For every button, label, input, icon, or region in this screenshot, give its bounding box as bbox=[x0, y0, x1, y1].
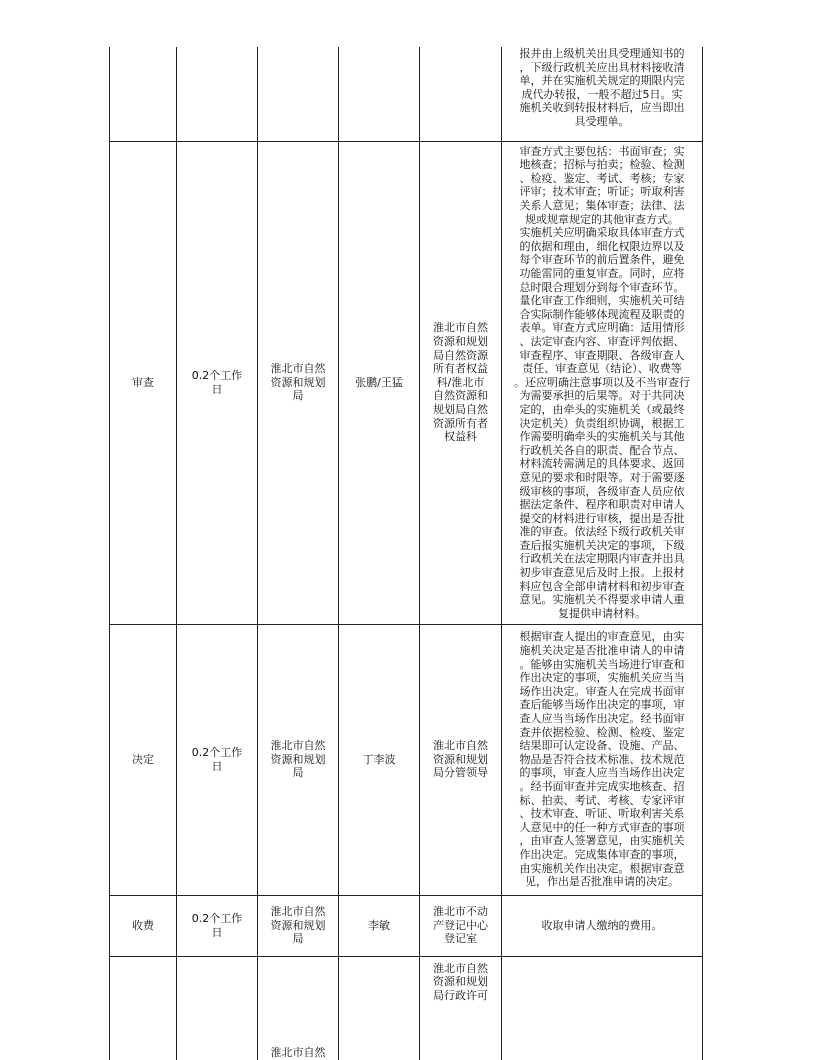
org-text bbox=[423, 739, 498, 780]
stage-cell bbox=[110, 47, 177, 141]
person-cell bbox=[339, 47, 420, 141]
text-line: 的依据和理由，细化权限边界以及 bbox=[519, 239, 685, 253]
stage-cell: 收费 bbox=[110, 895, 177, 956]
text-line: 由实施机关作出决定。根据审查意 bbox=[519, 861, 685, 875]
text-line: 、法定审查内容、审查评判依据、 bbox=[519, 334, 685, 348]
text-line: 淮北市自然 bbox=[433, 321, 488, 335]
text-line: 0.2个工作 bbox=[191, 745, 243, 759]
text-line: 评审；技术审查；听证；听取利害 bbox=[519, 185, 685, 199]
unit-cell bbox=[258, 895, 339, 956]
unit-text bbox=[261, 905, 335, 946]
org-text bbox=[423, 962, 498, 1003]
text-line: 作出决定的事项，实施机关应当当 bbox=[519, 671, 685, 685]
text-line: 意见。实施机关不得要求申请人重 bbox=[519, 593, 685, 607]
text-line: 资源和规划 bbox=[270, 375, 326, 389]
text-line: 局自然资源 bbox=[433, 348, 488, 362]
text-line: 场作出决定。审查人在完成书面审 bbox=[519, 684, 685, 698]
text-line: 复提供申请材料。 bbox=[558, 606, 646, 620]
text-line: 局 bbox=[292, 932, 304, 946]
text-line: 料应包含全部申请材料和初步审查 bbox=[519, 579, 685, 593]
text-line: 查后报实施机关决定的事项，下级 bbox=[519, 538, 685, 552]
org-text bbox=[423, 905, 498, 946]
text-line: 人意见中的任一种方式审查的事项 bbox=[519, 820, 685, 834]
person-cell bbox=[339, 956, 420, 1060]
time-cell bbox=[177, 895, 258, 956]
text-line: 审查程序、审查期限、各级审查人 bbox=[519, 348, 685, 362]
approval-process-table bbox=[109, 47, 703, 1060]
text-line: 登记室 bbox=[444, 932, 477, 946]
table-row bbox=[110, 141, 703, 624]
text-line: 、技术审查、听证、听取利害关系 bbox=[519, 807, 685, 821]
text-line: 权益科 bbox=[444, 430, 477, 444]
org-cell bbox=[420, 141, 502, 624]
text-line: 收取申请人缴纳的费用。 bbox=[541, 918, 663, 932]
text-line: 0.2个工作 bbox=[191, 911, 243, 925]
org-cell bbox=[420, 47, 502, 141]
unit-text bbox=[261, 1046, 335, 1060]
description-cell bbox=[502, 956, 703, 1060]
text-line: 。经书面审查并完成实地核查、招 bbox=[519, 779, 685, 793]
text-line: 淮北市自然 bbox=[270, 1046, 326, 1060]
unit-text bbox=[261, 362, 335, 403]
description-cell bbox=[502, 624, 703, 895]
text-line: 资源和规划 bbox=[270, 752, 326, 766]
text-line: 淮北市自然 bbox=[270, 362, 326, 376]
time-cell bbox=[177, 141, 258, 624]
text-line: 据法定条件、程序和职责对申请人 bbox=[519, 498, 685, 512]
text-line: 根据审查人提出的审查意见，由实 bbox=[519, 630, 685, 644]
text-line: ，由审查人签署意见，由实施机关 bbox=[519, 834, 685, 848]
text-line: 结果即可认定设备、设施、产品、 bbox=[519, 739, 685, 753]
text-line: 资源和规划 bbox=[433, 975, 488, 989]
text-line: 总时限合理划分到每个审查环节。 bbox=[519, 280, 685, 294]
table-row bbox=[110, 47, 703, 141]
table-row bbox=[110, 895, 703, 956]
text-line: 功能雷同的重复审查。同时，应将 bbox=[519, 267, 685, 281]
text-line: 日 bbox=[211, 382, 223, 396]
text-line: 关系人意见；集体审查；法律、法 bbox=[519, 199, 685, 213]
text-line: 产登记中心 bbox=[433, 918, 488, 932]
description-text bbox=[506, 145, 698, 621]
text-line: 的事项，审查人应当当场作出决定 bbox=[519, 766, 685, 780]
text-line: 查并依据检验、检测、检疫、鉴定 bbox=[519, 725, 685, 739]
text-line: 0.2个工作 bbox=[191, 368, 243, 382]
text-line: 规划局自然 bbox=[433, 402, 488, 416]
unit-cell bbox=[258, 624, 339, 895]
text-line: 、检疫、鉴定、考试、考核；专家 bbox=[519, 171, 685, 185]
text-line: 资源和规划 bbox=[433, 334, 488, 348]
time-text bbox=[180, 369, 254, 396]
description-cell bbox=[502, 47, 703, 141]
text-line: 作出决定。完成集体审查的事项， bbox=[519, 847, 685, 861]
stage-cell: 决定 bbox=[110, 624, 177, 895]
text-line: 行政机关在法定期限内审查并出具 bbox=[519, 552, 685, 566]
text-line: 成代办转报，一般不超过5日。实 bbox=[521, 87, 683, 101]
description-cell bbox=[502, 141, 703, 624]
time-cell bbox=[177, 624, 258, 895]
text-line: 淮北市不动 bbox=[433, 905, 488, 919]
org-cell bbox=[420, 956, 502, 1060]
unit-cell bbox=[258, 956, 339, 1060]
text-line: 局 bbox=[292, 389, 304, 403]
time-cell bbox=[177, 956, 258, 1060]
stage-cell: 审查 bbox=[110, 141, 177, 624]
text-line: 查后能够当场作出决定的事项，审 bbox=[519, 698, 685, 712]
text-line: 级审核的事项，各级审查人员应依 bbox=[519, 484, 685, 498]
text-line: 材料流转需满足的具体要求、返回 bbox=[519, 457, 685, 471]
description-text bbox=[506, 630, 698, 888]
text-line: 每个审查环节的前后置条件，避免 bbox=[519, 253, 685, 267]
text-line: 表单。审查方式应明确：适用情形 bbox=[519, 321, 685, 335]
description-cell bbox=[502, 895, 703, 956]
text-line: 责任、审查意见（结论）、收费等 bbox=[522, 362, 682, 376]
text-line: 初步审查意见后及时上报。上报材 bbox=[519, 566, 685, 580]
text-line: 资源和规划 bbox=[270, 918, 326, 932]
description-text bbox=[506, 47, 698, 129]
time-text bbox=[180, 746, 254, 773]
person-cell: 丁李波 bbox=[339, 624, 420, 895]
unit-cell bbox=[258, 141, 339, 624]
table-row bbox=[110, 624, 703, 895]
text-line: 资源和规划 bbox=[433, 752, 488, 766]
text-line: 施机关收到转报材料后，应当即出 bbox=[519, 101, 685, 115]
text-line: 标、拍卖、考试、考核、专家评审 bbox=[519, 793, 685, 807]
text-line: 淮北市自然 bbox=[433, 739, 488, 753]
text-line: 决定机关）负责组织协调，根据工 bbox=[519, 416, 685, 430]
text-line: 淮北市自然 bbox=[270, 905, 326, 919]
person-cell: 李敏 bbox=[339, 895, 420, 956]
text-line: 所有者权益 bbox=[433, 362, 488, 376]
org-text bbox=[423, 321, 498, 443]
org-cell bbox=[420, 624, 502, 895]
text-line: 具受理单。 bbox=[574, 114, 630, 128]
text-line: 单，并在实施机关规定的期限内完 bbox=[519, 74, 685, 88]
text-line: 日 bbox=[211, 925, 223, 939]
text-line: 局行政许可 bbox=[433, 988, 488, 1002]
text-line: 量化审查工作细则，实施机关可结 bbox=[519, 294, 685, 308]
text-line: 资源所有者 bbox=[433, 416, 488, 430]
text-line: 实施机关应明确采取具体审查方式 bbox=[519, 226, 685, 240]
text-line: 定的，由牵头的实施机关（或最终 bbox=[519, 402, 685, 416]
text-line: 淮北市自然 bbox=[270, 739, 326, 753]
text-line: 作需要明确牵头的实施机关与其他 bbox=[519, 430, 685, 444]
text-line: 科/淮北市 bbox=[436, 375, 485, 389]
text-line: ，下级行政机关应出具材料接收清 bbox=[519, 60, 685, 74]
text-line: 审查方式主要包括：书面审查；实 bbox=[519, 144, 685, 158]
text-line: 自然资源和 bbox=[433, 389, 488, 403]
text-line: 见，作出是否批准申请的决定。 bbox=[525, 875, 679, 889]
text-line: 局分管领导 bbox=[433, 766, 488, 780]
text-line: 。还应明确注意事项以及不当审查行 bbox=[514, 375, 690, 389]
time-cell bbox=[177, 47, 258, 141]
text-line: 报并由上级机关出具受理通知书的 bbox=[519, 47, 685, 60]
unit-cell bbox=[258, 47, 339, 141]
text-line: 为需要承担的后果等。对于共同决 bbox=[519, 389, 685, 403]
text-line: 行政机关各自的职责、配合节点、 bbox=[519, 443, 685, 457]
text-line: 淮北市自然 bbox=[433, 961, 488, 975]
text-line: 准的审查。依法经下级行政机关审 bbox=[519, 525, 685, 539]
text-line: 提交的材料进行审核，提出是否批 bbox=[519, 511, 685, 525]
unit-text bbox=[261, 739, 335, 780]
text-line: 意见的要求和时限等。对于需要逐 bbox=[519, 470, 685, 484]
text-line: 规或规章规定的其他审查方式。 bbox=[525, 212, 679, 226]
text-line: 查人应当当场作出决定。经书面审 bbox=[519, 711, 685, 725]
text-line: 日 bbox=[211, 759, 223, 773]
text-line: 合实际制作能够体现流程及职责的 bbox=[519, 307, 685, 321]
text-line: 局 bbox=[292, 766, 304, 780]
person-cell: 张鹏/王猛 bbox=[339, 141, 420, 624]
stage-cell bbox=[110, 956, 177, 1060]
text-line: 地核查；招标与拍卖；检验、检测 bbox=[519, 158, 685, 172]
org-cell bbox=[420, 895, 502, 956]
text-line: 。能够由实施机关当场进行审查和 bbox=[519, 657, 685, 671]
text-line: 施机关决定是否批准申请人的申请 bbox=[519, 644, 685, 658]
table-row bbox=[110, 956, 703, 1060]
time-text bbox=[180, 912, 254, 939]
description-text bbox=[506, 919, 698, 933]
text-line: 物品是否符合技术标准、技术规范 bbox=[519, 752, 685, 766]
